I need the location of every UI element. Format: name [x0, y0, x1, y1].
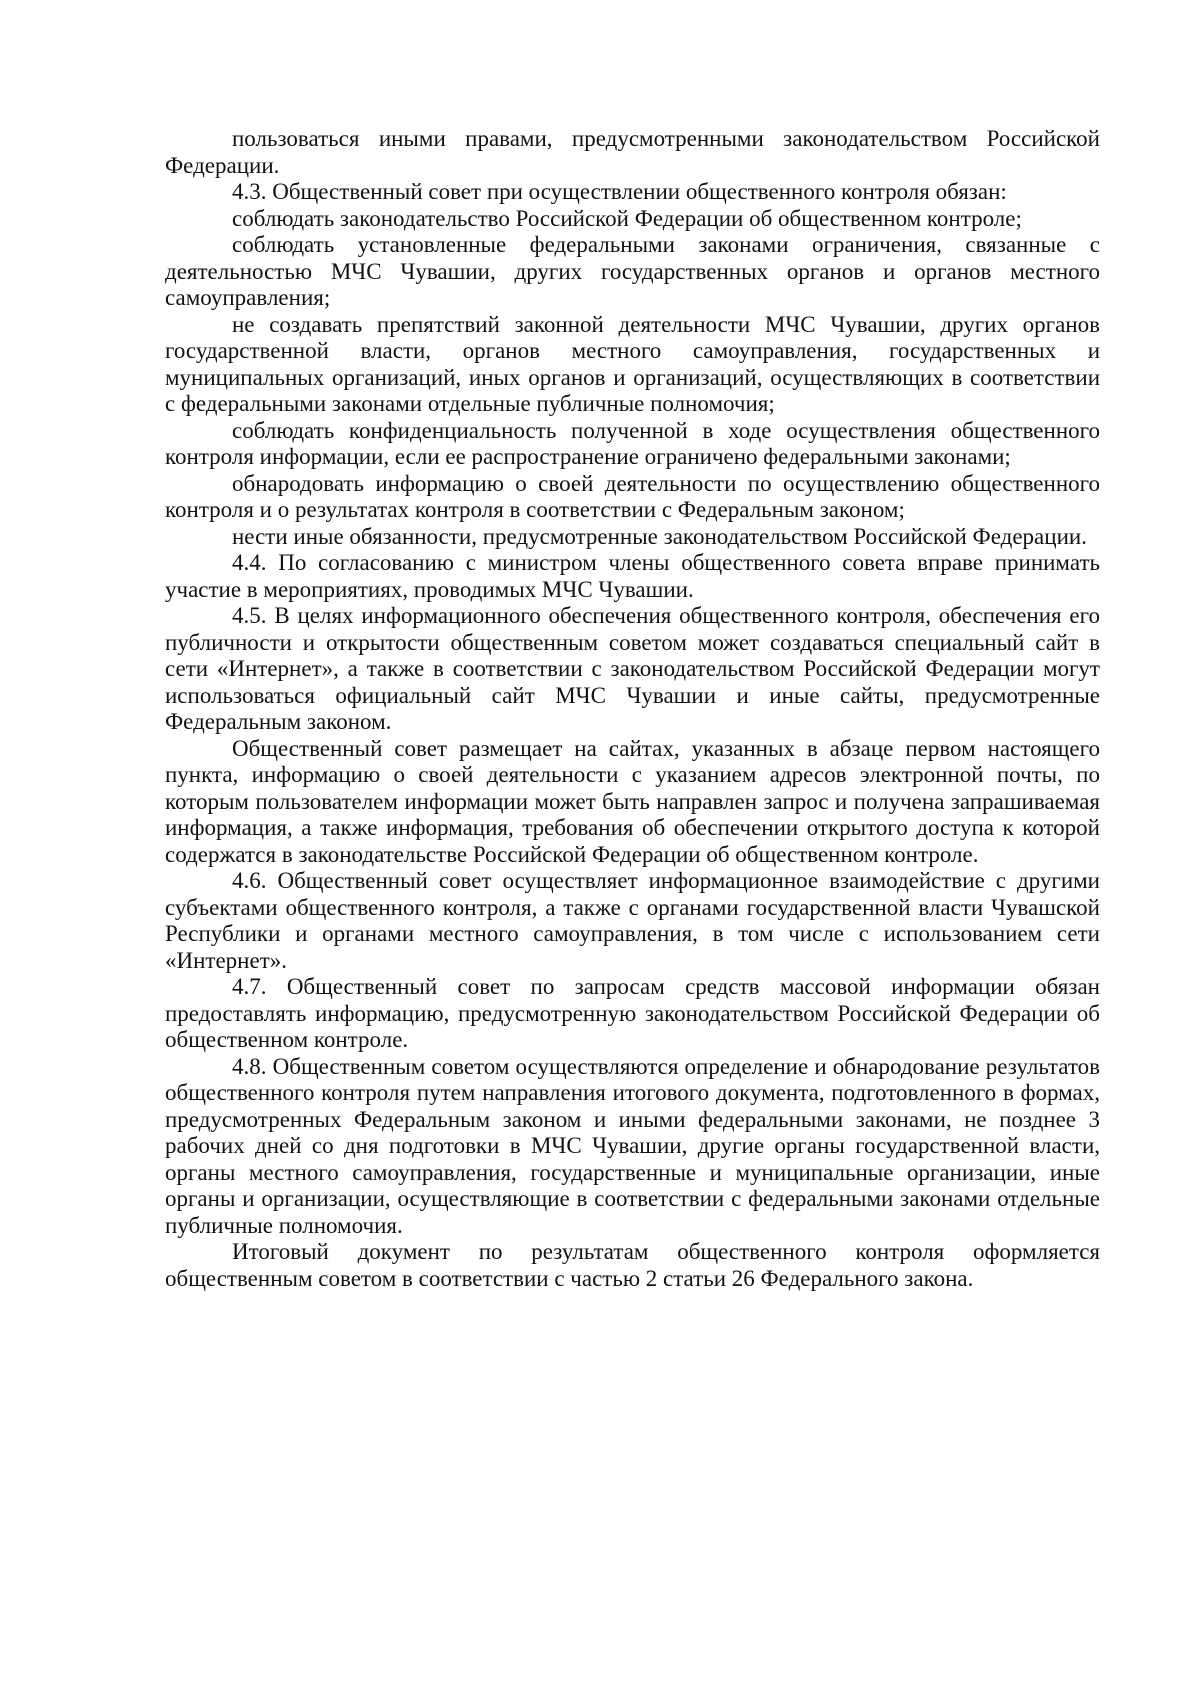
paragraph-obligation-publish: обнародовать информацию о своей деятельности по осуществлению общественного контроля и о результатах контроля в соответствии с Федеральным законом;: [165, 470, 1100, 522]
paragraph-obligation-law: соблюдать законодательство Российской Федерации об общественном контроле;: [232, 205, 1022, 231]
paragraph-4-5-websites: Общественный совет размещает на сайтах, указанных в абзаце первом настоящего пункта, информацию о своей деятельности с указанием адресов электронной почты, по которым пользователем информации может быть направлен запрос и получена запрашиваемая информация, а также информация, требования об обеспечении открытого доступа к которой содержатся в законодательстве Российской Федерации об общественном контроле.: [165, 735, 1100, 867]
paragraph-obligation-confidentiality: соблюдать конфиденциальность полученной в ходе осуществления общественного контроля информации, если ее распространение ограничено федеральными законами;: [165, 417, 1100, 469]
paragraph-obligation-restrictions: соблюдать установленные федеральными законами ограничения, связанные с деятельностью МЧС Чувашии, других государственных органов и органов местного самоуправления;: [165, 232, 1100, 310]
paragraph-4-7: 4.7. Общественный совет по запросам средств массовой информации обязан предоставлять информацию, предусмотренную законодательством Российской Федерации об общественном контроле.: [165, 974, 1100, 1052]
paragraph-final-document: Итоговый документ по результатам общественного контроля оформляется общественным советом в соответствии с частью 2 статьи 26 Федерального закона.: [165, 1239, 1100, 1291]
document-page: [165, 126, 1100, 1292]
paragraph-4-3: 4.3. Общественный совет при осуществлении общественного контроля обязан:: [232, 179, 1007, 204]
paragraph-4-8: 4.8. Общественным советом осуществляются определение и обнародование результатов общественного контроля путем направления итогового документа, подготовленного в формах, предусмотренных Федеральным законом и иными федеральными законами, не позднее 3 рабочих дней со дня подготовки в МЧС Чувашии, другие органы государственной власти, органы местного самоуправления, государственные и муниципальные организации, иные органы и организации, осуществляющие в соответствии с федеральными законами отдельные публичные полномочия.: [165, 1053, 1100, 1238]
paragraph-4-5: 4.5. В целях информационного обеспечения общественного контроля, обеспечения его публичности и открытости общественным советом может создаваться специальный сайт в сети «Интернет», а также в соответствии с законодательством Российской Федерации могут использоваться официальный сайт МЧС Чувашии и иные сайты, предусмотренные Федеральным законом.: [165, 603, 1100, 734]
paragraph-other-rights: пользоваться иными правами, предусмотренными законодательством Российской Федерации.: [165, 126, 1100, 178]
paragraph-4-4: 4.4. По согласованию с министром члены общественного совета вправе принимать участие в мероприятиях, проводимых МЧС Чувашии.: [165, 550, 1100, 602]
paragraph-obligation-no-obstacles: не создавать препятствий законной деятельности МЧС Чувашии, других органов государственной власти, органов местного самоуправления, государственных и муниципальных организаций, иных органов и организаций, осуществляющих в соответствии с федеральными законами отдельные публичные полномочия;: [165, 311, 1100, 416]
paragraph-obligation-other: нести иные обязанности, предусмотренные законодательством Российской Федерации.: [232, 523, 1087, 549]
paragraph-4-6: 4.6. Общественный совет осуществляет информационное взаимодействие с другими субъектами общественного контроля, а также с органами государственной власти Чувашской Республики и органами местного самоуправления, в том числе с использованием сети «Интернет».: [165, 868, 1100, 973]
